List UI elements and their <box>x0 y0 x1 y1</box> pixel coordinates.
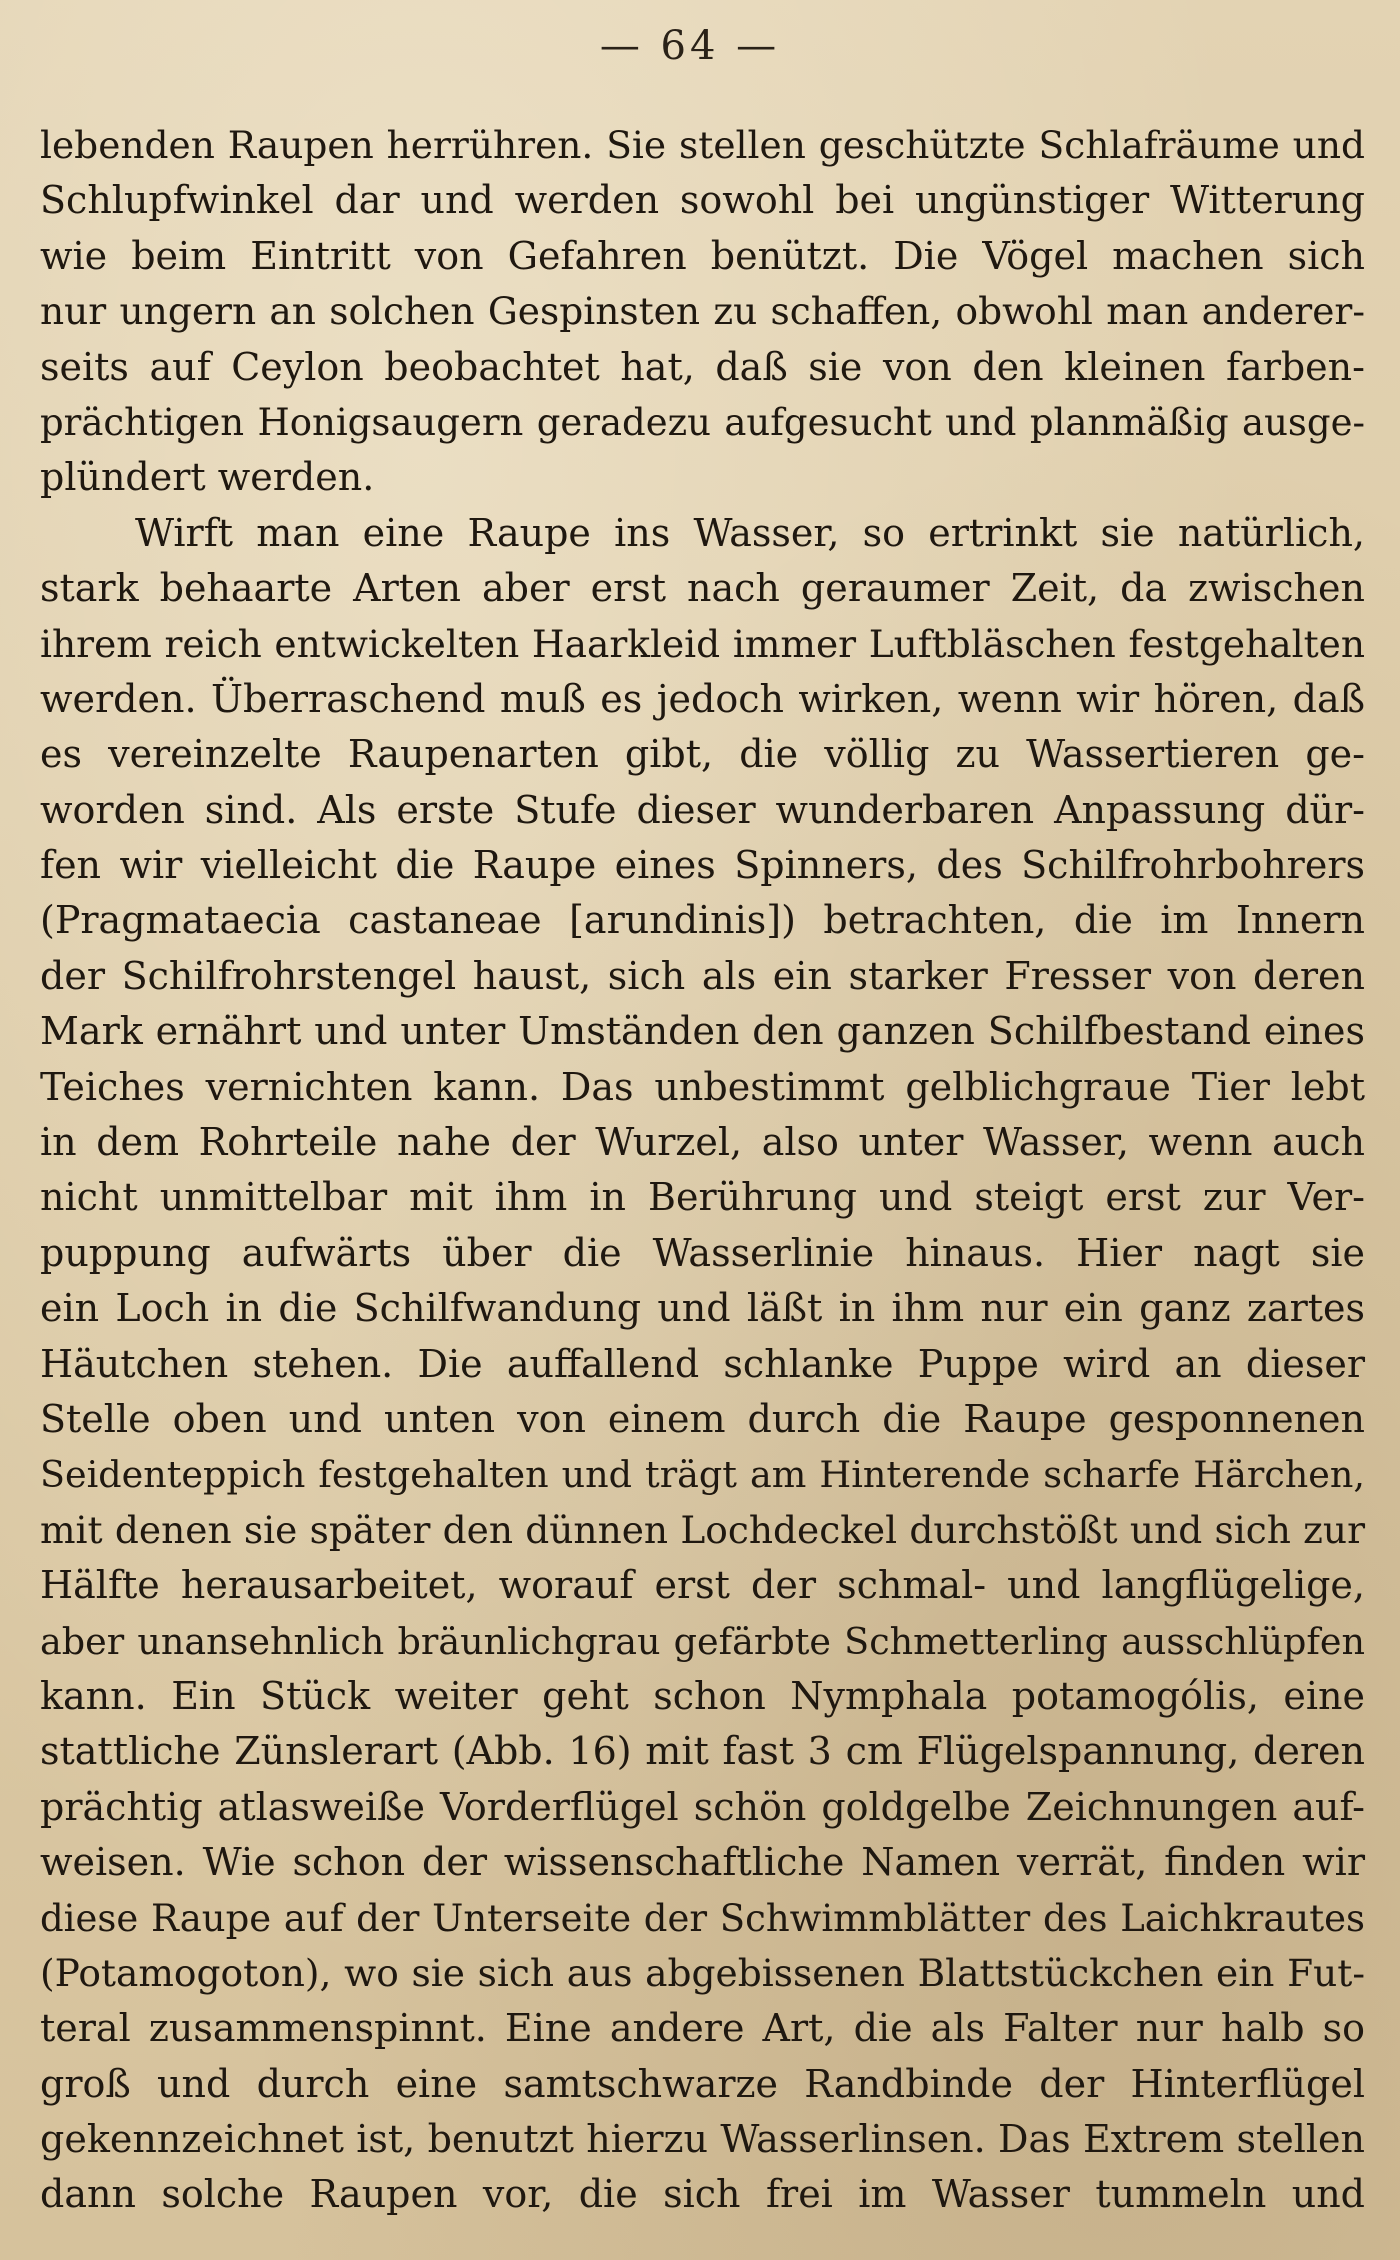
text-line: Schlupfwinkel dar und werden sowohl bei ungünstiger Witterung <box>40 178 1365 223</box>
text-line: kann. Ein Stück weiter geht schon Nymphala potamogólis, eine <box>40 1673 1365 1718</box>
text-line: gekennzeichnet ist, benutzt hierzu Wasserlinsen. Das Extrem stellen <box>40 2117 1365 2162</box>
text-line: ihrem reich entwickelten Haarkleid immer Luftbläschen festgehalten <box>40 621 1365 666</box>
text-line: stark behaarte Arten aber erst nach geraumer Zeit, da zwischen <box>40 566 1365 611</box>
text-line: Stelle oben und unten von einem durch die Raupe gesponnenen <box>40 1396 1365 1441</box>
text-line: der Schilfrohrstengel haust, sich als ein starker Fresser von deren <box>40 953 1365 998</box>
text-line: in dem Rohrteile nahe der Wurzel, also unter Wasser, wenn auch <box>40 1120 1365 1165</box>
text-line: Häutchen stehen. Die auffallend schlanke Puppe wird an dieser <box>40 1341 1365 1386</box>
text-line: groß und durch eine samtschwarze Randbinde der Hinterflügel <box>40 2061 1365 2106</box>
text-line: nur ungern an solchen Gespinsten zu schaffen, obwohl man anderer- <box>40 289 1365 334</box>
page-number: — 64 — <box>599 23 781 69</box>
text-line: werden. Überraschend muß es jedoch wirken, wenn wir hören, daß <box>40 676 1365 721</box>
text-line: mit denen sie später den dünnen Lochdeckel durchstößt und sich zur <box>40 1507 1365 1552</box>
text-line: prächtig atlasweiße Vorderflügel schön goldgelbe Zeichnungen auf- <box>40 1784 1365 1829</box>
text-line: (Potamogoton), wo sie sich aus abgebissenen Blattstückchen ein Fut- <box>40 1950 1365 1995</box>
text-line: Seidenteppich festgehalten und trägt am Hinterende scharfe Härchen, <box>40 1453 1365 1497</box>
text-line: Mark ernährt und unter Umständen den ganzen Schilfbestand eines <box>40 1009 1365 1054</box>
text-line: es vereinzelte Raupenarten gibt, die völlig zu Wassertieren ge- <box>40 732 1365 777</box>
text-line: diese Raupe auf der Unterseite der Schwimmblätter des Laichkrautes <box>40 1896 1365 1940</box>
text-line: worden sind. Als erste Stufe dieser wunderbaren Anpassung dür- <box>40 787 1365 832</box>
text-line: ein Loch in die Schilfwandung und läßt in ihm nur ein ganz zartes <box>40 1286 1365 1331</box>
text-line: puppung aufwärts über die Wasserlinie hinaus. Hier nagt sie <box>40 1230 1365 1275</box>
text-line: nicht unmittelbar mit ihm in Berührung und steigt erst zur Ver- <box>40 1175 1365 1220</box>
text-line: Hälfte herausarbeitet, worauf erst der schmal- und langflügelige, <box>40 1563 1365 1608</box>
text-line: (Pragmataecia castaneae [arundinis]) betrachten, die im Innern <box>40 898 1365 943</box>
text-line: Wirft man eine Raupe ins Wasser, so ertrinkt sie natürlich, <box>135 510 1365 555</box>
text-line: plündert werden. <box>40 455 375 500</box>
body-text <box>40 118 1365 2223</box>
text-line: prächtigen Honigsaugern geradezu aufgesucht und planmäßig ausge- <box>40 400 1365 444</box>
text-line: wie beim Eintritt von Gefahren benützt. Die Vögel machen sich <box>40 233 1365 278</box>
text-line: fen wir vielleicht die Raupe eines Spinners, des Schilfrohrbohrers <box>40 843 1365 888</box>
text-line: seits auf Ceylon beobachtet hat, daß sie von den kleinen farben- <box>40 344 1365 389</box>
text-line: stattliche Zünslerart (Abb. 16) mit fast 3 cm Flügelspannung, deren <box>40 1729 1365 1774</box>
text-line: teral zusammenspinnt. Eine andere Art, die als Falter nur halb so <box>40 2006 1365 2051</box>
text-line: lebenden Raupen herrühren. Sie stellen geschützte Schlafräume und <box>40 123 1365 167</box>
text-line: aber unansehnlich bräunlichgrau gefärbte Schmetterling ausschlüpfen <box>40 1619 1365 1663</box>
text-line: dann solche Raupen vor, die sich frei im Wasser tummeln und <box>40 2172 1365 2217</box>
text-line: Teiches vernichten kann. Das unbestimmt gelblichgraue Tier lebt <box>40 1064 1365 1109</box>
text-line: weisen. Wie schon der wissenschaftliche Namen verrät, finden wir <box>40 1840 1365 1885</box>
